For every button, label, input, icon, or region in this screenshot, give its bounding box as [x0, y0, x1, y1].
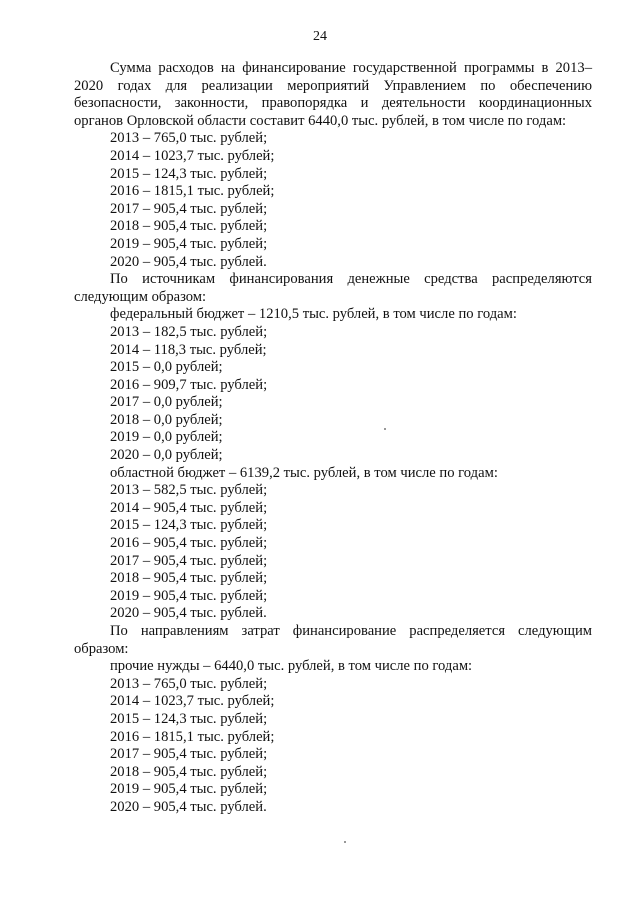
federal-budget-years-list	[74, 324, 592, 465]
year-amount-line: 2018 – 905,4 тыс. рублей;	[110, 218, 268, 235]
year-amount-line: 2017 – 0,0 рублей;	[110, 394, 223, 411]
sources-intro-paragraph: По источникам финансирования денежные средства распределяются следующим образом:	[74, 271, 592, 305]
regional-budget-heading: областной бюджет – 6139,2 тыс. рублей, в том числе по годам:	[110, 464, 498, 481]
other-needs-years-list	[74, 676, 592, 817]
year-amount-line: 2014 – 1023,7 тыс. рублей;	[110, 693, 275, 710]
intro-paragraph: Сумма расходов на финансирование государственной программы в 2013–2020 годах для реализации мероприятий Управлением по обеспечению безопасности, законности, правопорядка и деятельности координационных органов Орловской области составит 6440,0 тыс. рублей, в том числе по годам:	[74, 60, 592, 129]
year-amount-line: 2015 – 124,3 тыс. рублей;	[110, 165, 268, 182]
year-amount-line: 2013 – 765,0 тыс. рублей;	[110, 675, 268, 692]
year-amount-line: 2015 – 0,0 рублей;	[110, 359, 223, 376]
year-amount-line: 2014 – 1023,7 тыс. рублей;	[110, 147, 275, 164]
year-amount-line: 2020 – 905,4 тыс. рублей.	[110, 253, 267, 270]
year-amount-line: 2019 – 0,0 рублей;	[110, 429, 223, 446]
year-amount-line: 2017 – 905,4 тыс. рублей;	[110, 200, 268, 217]
year-amount-line: 2020 – 0,0 рублей;	[110, 447, 223, 464]
page-number: 24	[313, 29, 327, 44]
federal-budget-heading: федеральный бюджет – 1210,5 тыс. рублей, в том числе по годам:	[110, 306, 517, 323]
year-amount-line: 2017 – 905,4 тыс. рублей;	[110, 552, 268, 569]
year-amount-line: 2014 – 905,4 тыс. рублей;	[110, 499, 268, 516]
scan-speck	[384, 428, 386, 430]
year-amount-line: 2015 – 124,3 тыс. рублей;	[110, 710, 268, 727]
year-amount-line: 2016 – 909,7 тыс. рублей;	[110, 376, 268, 393]
year-amount-line: 2018 – 905,4 тыс. рублей;	[110, 763, 268, 780]
year-amount-line: 2019 – 905,4 тыс. рублей;	[110, 587, 268, 604]
other-needs-heading: прочие нужды – 6440,0 тыс. рублей, в том числе по годам:	[110, 658, 473, 675]
year-amount-line: 2016 – 1815,1 тыс. рублей;	[110, 728, 275, 745]
year-amount-line: 2019 – 905,4 тыс. рублей;	[110, 235, 268, 252]
year-amount-line: 2015 – 124,3 тыс. рублей;	[110, 517, 268, 534]
year-amount-line: 2013 – 765,0 тыс. рублей;	[110, 130, 268, 147]
year-amount-line: 2014 – 118,3 тыс. рублей;	[110, 341, 267, 358]
scan-speck	[344, 841, 346, 843]
year-amount-line: 2016 – 905,4 тыс. рублей;	[110, 535, 268, 552]
year-amount-line: 2018 – 0,0 рублей;	[110, 411, 223, 428]
year-amount-line: 2020 – 905,4 тыс. рублей.	[110, 605, 267, 622]
year-amount-line: 2016 – 1815,1 тыс. рублей;	[110, 183, 275, 200]
year-amount-line: 2013 – 582,5 тыс. рублей;	[110, 482, 268, 499]
year-amount-line: 2019 – 905,4 тыс. рублей;	[110, 781, 268, 798]
total-by-year-list	[74, 130, 592, 271]
year-amount-line: 2017 – 905,4 тыс. рублей;	[110, 746, 268, 763]
year-amount-line: 2018 – 905,4 тыс. рублей;	[110, 570, 268, 587]
year-amount-line: 2013 – 182,5 тыс. рублей;	[110, 323, 268, 340]
year-amount-line: 2020 – 905,4 тыс. рублей.	[110, 798, 267, 815]
regional-budget-years-list	[74, 482, 592, 623]
document-body	[74, 60, 592, 817]
directions-intro-paragraph: По направлениям затрат финансирование распределяется следующим образом:	[74, 623, 592, 657]
